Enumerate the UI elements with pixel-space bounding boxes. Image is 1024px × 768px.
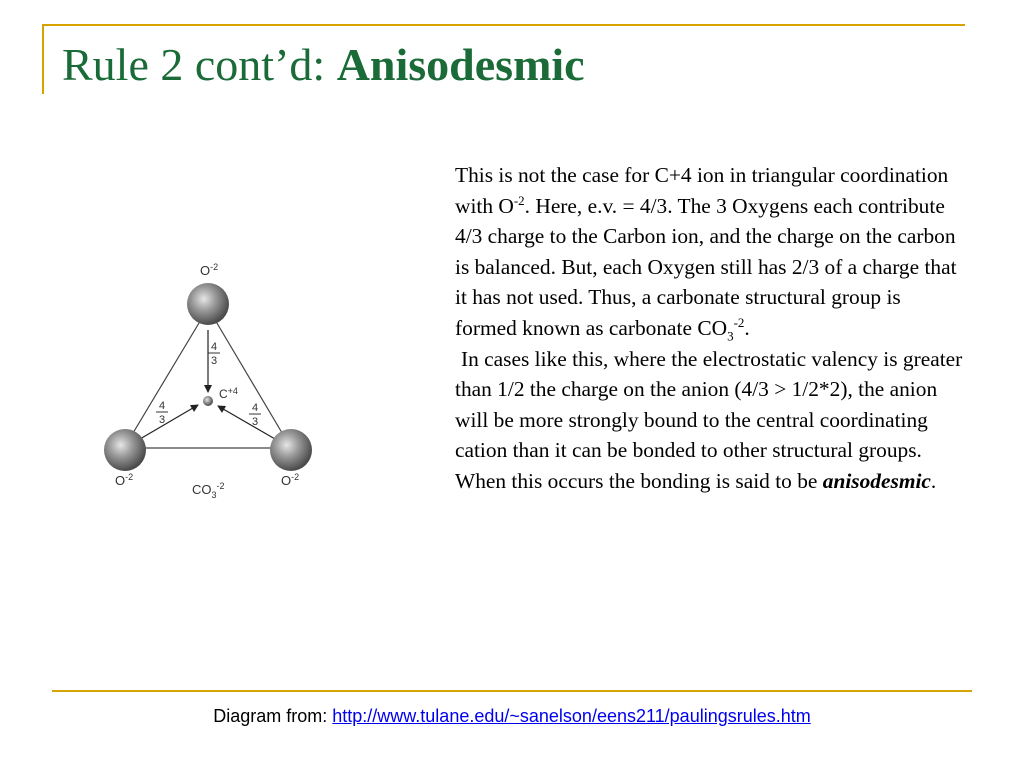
ev-fraction-right-denominator: 3 bbox=[251, 416, 259, 428]
oxygen-charge-superscript: -2 bbox=[513, 192, 525, 208]
carbon-atom bbox=[203, 396, 213, 406]
ev-fraction-left-denominator: 3 bbox=[158, 414, 166, 426]
footer-rule bbox=[52, 690, 972, 692]
ev-fraction-left-numerator: 4 bbox=[158, 400, 166, 412]
body-p1-text-a: This is not the case for C+4 ion in triangular coordination with O bbox=[455, 163, 949, 218]
oxygen-atom-right bbox=[270, 429, 312, 471]
ev-arrow-right bbox=[218, 406, 275, 439]
body-p1-text-b: . Here, e.v. = 4/3. The 3 Oxygens each contribute 4/3 charge to the Carbon ion, and the charge on the carbon is balanced. But, each Oxygen still has 2/3 of a charge that it has not used. Thus, a carbonate structural group is formed known as carbonate CO bbox=[455, 193, 957, 340]
ev-fraction-top-denominator: 3 bbox=[210, 355, 218, 367]
title-left-rule bbox=[42, 24, 44, 94]
ev-fraction-right-numerator: 4 bbox=[251, 402, 259, 414]
oxygen-atom-left bbox=[104, 429, 146, 471]
body-paragraph-1 bbox=[455, 160, 965, 344]
slide-body bbox=[455, 160, 965, 497]
diagram-credit bbox=[0, 706, 1024, 727]
carbonate-subscript: 3 bbox=[727, 328, 734, 344]
credit-label: Diagram from: bbox=[213, 706, 333, 726]
slide-title bbox=[62, 40, 585, 91]
carbonate-diagram bbox=[95, 258, 325, 504]
ev-arrow-left bbox=[140, 405, 198, 439]
body-p1-text-c: . bbox=[744, 315, 750, 340]
carbonate-charge-superscript: -2 bbox=[733, 314, 745, 330]
title-emphasis: Anisodesmic bbox=[336, 39, 585, 90]
carbonate-diagram-svg bbox=[95, 258, 325, 504]
source-link[interactable]: http://www.tulane.edu/~sanelson/eens211/paulingsrules.htm bbox=[332, 706, 811, 726]
title-top-rule bbox=[42, 24, 965, 26]
body-p2-text-a: In cases like this, where the electrostatic valency is greater than 1/2 the charge on the anion (4/3 > 1/2*2), the anion will be more strongly bound to the central coordinating cation than it can be bonded to other structural groups. When this occurs the bonding is said to be bbox=[455, 346, 963, 493]
ev-fraction-top-numerator: 4 bbox=[210, 341, 218, 353]
bond-edge-left bbox=[124, 308, 208, 448]
carbon-label: $C^{+4}$ bbox=[219, 386, 238, 401]
title-prefix: Rule 2 cont’d: bbox=[62, 39, 337, 90]
bond-edge-right bbox=[208, 308, 291, 448]
oxygen-label-top: $O^{-2}$ bbox=[200, 262, 219, 278]
anisodesmic-term: anisodesmic bbox=[822, 468, 931, 493]
carbonate-group-label: $CO_3^{-2}$ bbox=[192, 481, 225, 500]
oxygen-atom-top bbox=[187, 283, 229, 325]
body-p2-text-b: . bbox=[930, 468, 937, 493]
body-paragraph-2 bbox=[455, 344, 965, 497]
oxygen-label-right: $O^{-2}$ bbox=[281, 472, 300, 488]
oxygen-label-left: $O^{-2}$ bbox=[115, 472, 134, 488]
